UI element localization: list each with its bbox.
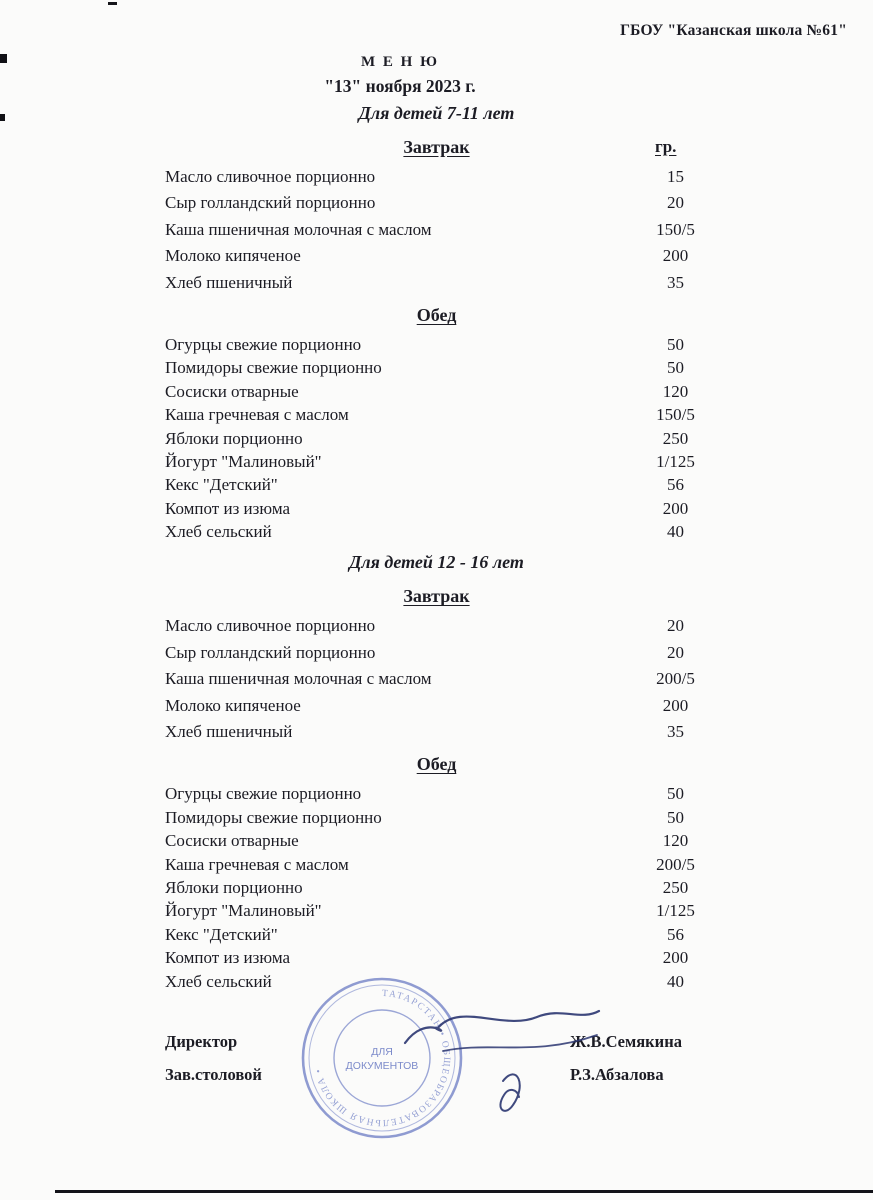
menu-item-name: Каша гречневая с маслом: [165, 405, 349, 425]
menu-item-row: [0, 947, 873, 970]
scan-spot-artifact: [108, 2, 117, 5]
menu-item-row: [0, 900, 873, 923]
menu-item-quantity: 120: [662, 381, 689, 401]
menu-item-name: Хлеб пшеничный: [165, 722, 293, 742]
menu-item-row: [0, 357, 873, 380]
menu-item-row: [0, 272, 873, 298]
menu-item-quantity: 150/5: [656, 405, 695, 425]
menu-item-name: Хлеб пшеничный: [165, 272, 293, 292]
menu-item-name: Яблоки порционно: [165, 877, 303, 897]
menu-item-name: Помидоры свежие порционно: [165, 807, 382, 827]
age-group-title: Для детей 7-11 лет: [358, 103, 515, 123]
menu-item-name: Кекс "Детский": [165, 475, 278, 495]
menu-item-quantity: 200: [662, 246, 689, 266]
menu-item-name: Каша пшеничная молочная с маслом: [165, 669, 432, 689]
menu-item-quantity: 40: [667, 971, 684, 991]
meal-heading: [0, 584, 873, 608]
menu-item-row: [0, 830, 873, 853]
stamp-inner-ring: [334, 1010, 430, 1106]
menu-item-row: [0, 192, 873, 218]
menu-item-row: [0, 381, 873, 404]
menu-item-row: [0, 404, 873, 427]
menu-item-row: [0, 783, 873, 806]
menu-item-name: Огурцы свежие порционно: [165, 784, 362, 804]
menu-item-quantity: 120: [662, 831, 689, 851]
menu-item-quantity: 15: [667, 167, 684, 186]
menu-item-name: Компот из изюма: [165, 498, 291, 518]
meal-heading-label: Обед: [416, 304, 457, 325]
scan-spot-artifact: [0, 54, 7, 63]
stamp-ring-text: ТАТАРСТАН • ОБЩЕОБРАЗОВАТЕЛЬНАЯ ШКОЛА •: [313, 988, 452, 1128]
menu-item-name: Каша гречневая с маслом: [165, 854, 349, 874]
meal-heading: [0, 303, 873, 327]
menu-item-quantity: 250: [662, 428, 689, 448]
scan-edge-artifact: [55, 1190, 873, 1193]
menu-item-name: Молоко кипяченое: [165, 695, 301, 715]
menu-item-quantity: 200: [662, 695, 689, 715]
signature-role: Зав.столовой: [165, 1065, 262, 1084]
meal-heading: [0, 752, 873, 776]
menu-item-row: [0, 695, 873, 721]
menu-item-quantity: 250: [662, 877, 689, 897]
menu-item-row: [0, 854, 873, 877]
stamp-center-line2: ДОКУМЕНТОВ: [345, 1060, 419, 1072]
menu-item-quantity: 150/5: [656, 219, 695, 239]
menu-item-row: [0, 668, 873, 694]
scan-spot-artifact: [0, 114, 5, 121]
menu-item-quantity: 50: [667, 334, 684, 354]
menu-item-quantity: 40: [667, 522, 684, 542]
menu-item-quantity: 20: [667, 642, 684, 662]
menu-item-row: [0, 498, 873, 521]
menu-item-name: Компот из изюма: [165, 948, 291, 968]
stamp-center-line1: ДЛЯ: [371, 1046, 393, 1058]
menu-item-name: Хлеб сельский: [165, 522, 272, 542]
menu-item-name: Йогурт "Малиновый": [165, 451, 322, 471]
menu-item-quantity: 1/125: [656, 901, 695, 921]
menu-item-row: [0, 615, 873, 641]
meal-heading: [0, 135, 873, 159]
menu-item-name: Помидоры свежие порционно: [165, 358, 382, 378]
stamp-outer-ring: [303, 979, 461, 1137]
school-name: ГБОУ "Казанская школа №61": [620, 22, 847, 39]
menu-item-row: [0, 219, 873, 245]
menu-item-row: [0, 521, 873, 544]
menu-item-name: Сыр голландский порционно: [165, 642, 376, 662]
menu-item-quantity: 200/5: [656, 854, 695, 874]
meal-heading-label: Завтрак: [403, 586, 470, 607]
menu-item-name: Сосиски отварные: [165, 831, 299, 851]
menu-item-row: [0, 642, 873, 668]
meal-items: [0, 166, 873, 298]
menu-item-name: Хлеб сельский: [165, 971, 272, 991]
signature-name: Р.З.Абзалова: [570, 1065, 664, 1084]
menu-item-quantity: 200/5: [656, 669, 695, 689]
meal-items: [0, 615, 873, 747]
menu-item-name: Сыр голландский порционно: [165, 193, 376, 213]
menu-item-name: Яблоки порционно: [165, 428, 303, 448]
menu-item-quantity: 1/125: [656, 451, 695, 471]
stamp-outer-ring-inner: [309, 985, 455, 1131]
menu-item-name: Каша пшеничная молочная с маслом: [165, 219, 432, 239]
menu-item-name: Молоко кипяченое: [165, 246, 301, 266]
round-stamp: [296, 972, 468, 1144]
menu-item-name: Огурцы свежие порционно: [165, 334, 362, 354]
menu-item-row: [0, 807, 873, 830]
menu-item-quantity: 20: [667, 616, 684, 636]
menu-item-quantity: 20: [667, 193, 684, 213]
menu-item-quantity: 50: [667, 807, 684, 827]
menu-item-row: [0, 451, 873, 474]
menu-item-quantity: 56: [667, 924, 684, 944]
menu-item-quantity: 35: [667, 722, 684, 742]
menu-item-row: [0, 245, 873, 271]
menu-item-row: [0, 721, 873, 747]
quantity-column-header: гр.: [655, 137, 677, 156]
menu-item-name: Йогурт "Малиновый": [165, 901, 322, 921]
menu-item-quantity: 56: [667, 475, 684, 495]
menu-item-quantity: 200: [662, 498, 689, 518]
menu-item-name: Кекс "Детский": [165, 924, 278, 944]
menu-item-row: [0, 428, 873, 451]
signature-name: Ж.В.Семякина: [570, 1032, 682, 1051]
meal-items: [0, 334, 873, 545]
menu-item-quantity: 50: [667, 784, 684, 804]
menu-title: М Е Н Ю: [361, 54, 439, 70]
menu-item-quantity: 50: [667, 358, 684, 378]
age-group-title: Для детей 12 - 16 лет: [349, 552, 524, 573]
menu-item-quantity: 200: [662, 948, 689, 968]
menu-item-name: Масло сливочное порционно: [165, 167, 376, 186]
menu-date: "13" ноября 2023 г.: [324, 76, 476, 96]
signature-role: Директор: [165, 1032, 238, 1051]
menu-item-quantity: 35: [667, 272, 684, 292]
menu-item-name: Масло сливочное порционно: [165, 616, 376, 636]
meal-items: [0, 783, 873, 994]
menu-item-row: [0, 334, 873, 357]
menu-sections: [0, 100, 873, 998]
menu-item-row: [0, 474, 873, 497]
menu-item-row: [0, 924, 873, 947]
menu-item-name: Сосиски отварные: [165, 381, 299, 401]
menu-item-row: [0, 877, 873, 900]
meal-heading-label: Завтрак: [403, 137, 470, 157]
menu-item-row: [0, 166, 873, 192]
meal-heading-label: Обед: [416, 754, 457, 775]
